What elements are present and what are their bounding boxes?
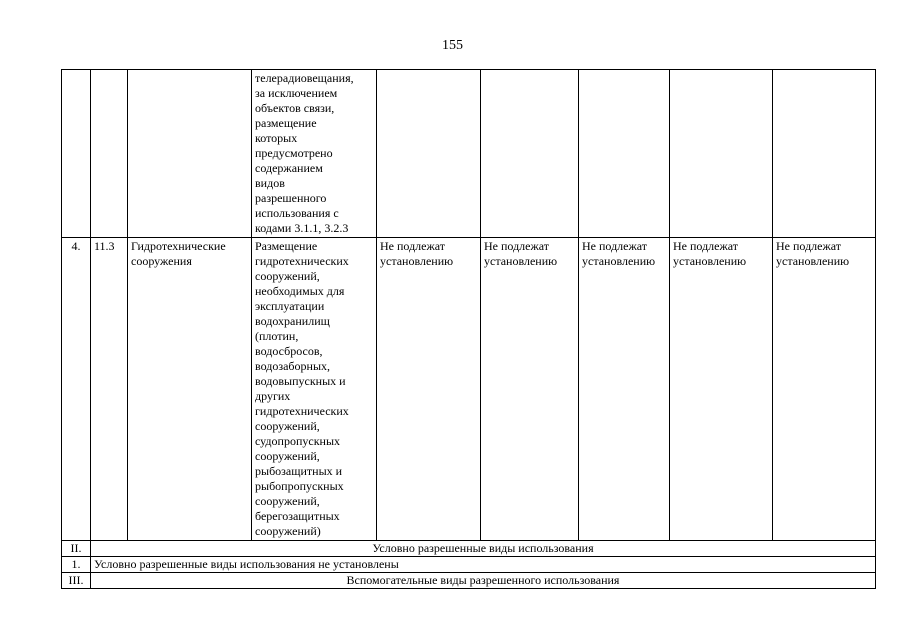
row-number-cell: 4. [62,238,91,541]
parameter-cell [377,70,481,238]
regulations-table [61,69,876,589]
use-name-cell [128,70,252,238]
parameter-cell [670,70,773,238]
use-name-cell: Гидротехнические сооружения [128,238,252,541]
row-number-cell [62,70,91,238]
parameter-cell: Не подлежат установлению [670,238,773,541]
parameter-cell [579,70,670,238]
code-cell: 11.3 [91,238,128,541]
section-number-cell: II. [62,541,91,557]
section-row [62,573,876,589]
section-number-cell: 1. [62,557,91,573]
description-cell: телерадиовещания, за исключением объектов связи, размещение которых предусмотрено содержанием видов разрешенного использования с кодами 3.1.1, 3.2.3 [252,70,377,238]
parameter-cell [773,70,876,238]
parameter-cell: Не подлежат установлению [377,238,481,541]
page-number: 155 [442,38,463,53]
section-number-cell: III. [62,573,91,589]
parameter-cell: Не подлежат установлению [773,238,876,541]
parameter-cell: Не подлежат установлению [481,238,579,541]
parameter-cell [481,70,579,238]
parameter-cell: Не подлежат установлению [579,238,670,541]
description-cell: Размещение гидротехнических сооружений, необходимых для эксплуатации водохранилищ (плотин, водосбросов, водозаборных, водовыпускных и других гидротехнических сооружений, судопропускных сооружений, рыбозащитных и рыбопропускных сооружений, берегозащитных сооружений) [252,238,377,541]
table-row [62,70,876,238]
section-title-cell: Вспомогательные виды разрешенного использования [91,573,876,589]
section-title-cell: Условно разрешенные виды использования [91,541,876,557]
section-row [62,557,876,573]
section-title-cell: Условно разрешенные виды использования не установлены [91,557,876,573]
section-row [62,541,876,557]
code-cell [91,70,128,238]
table-row [62,238,876,541]
